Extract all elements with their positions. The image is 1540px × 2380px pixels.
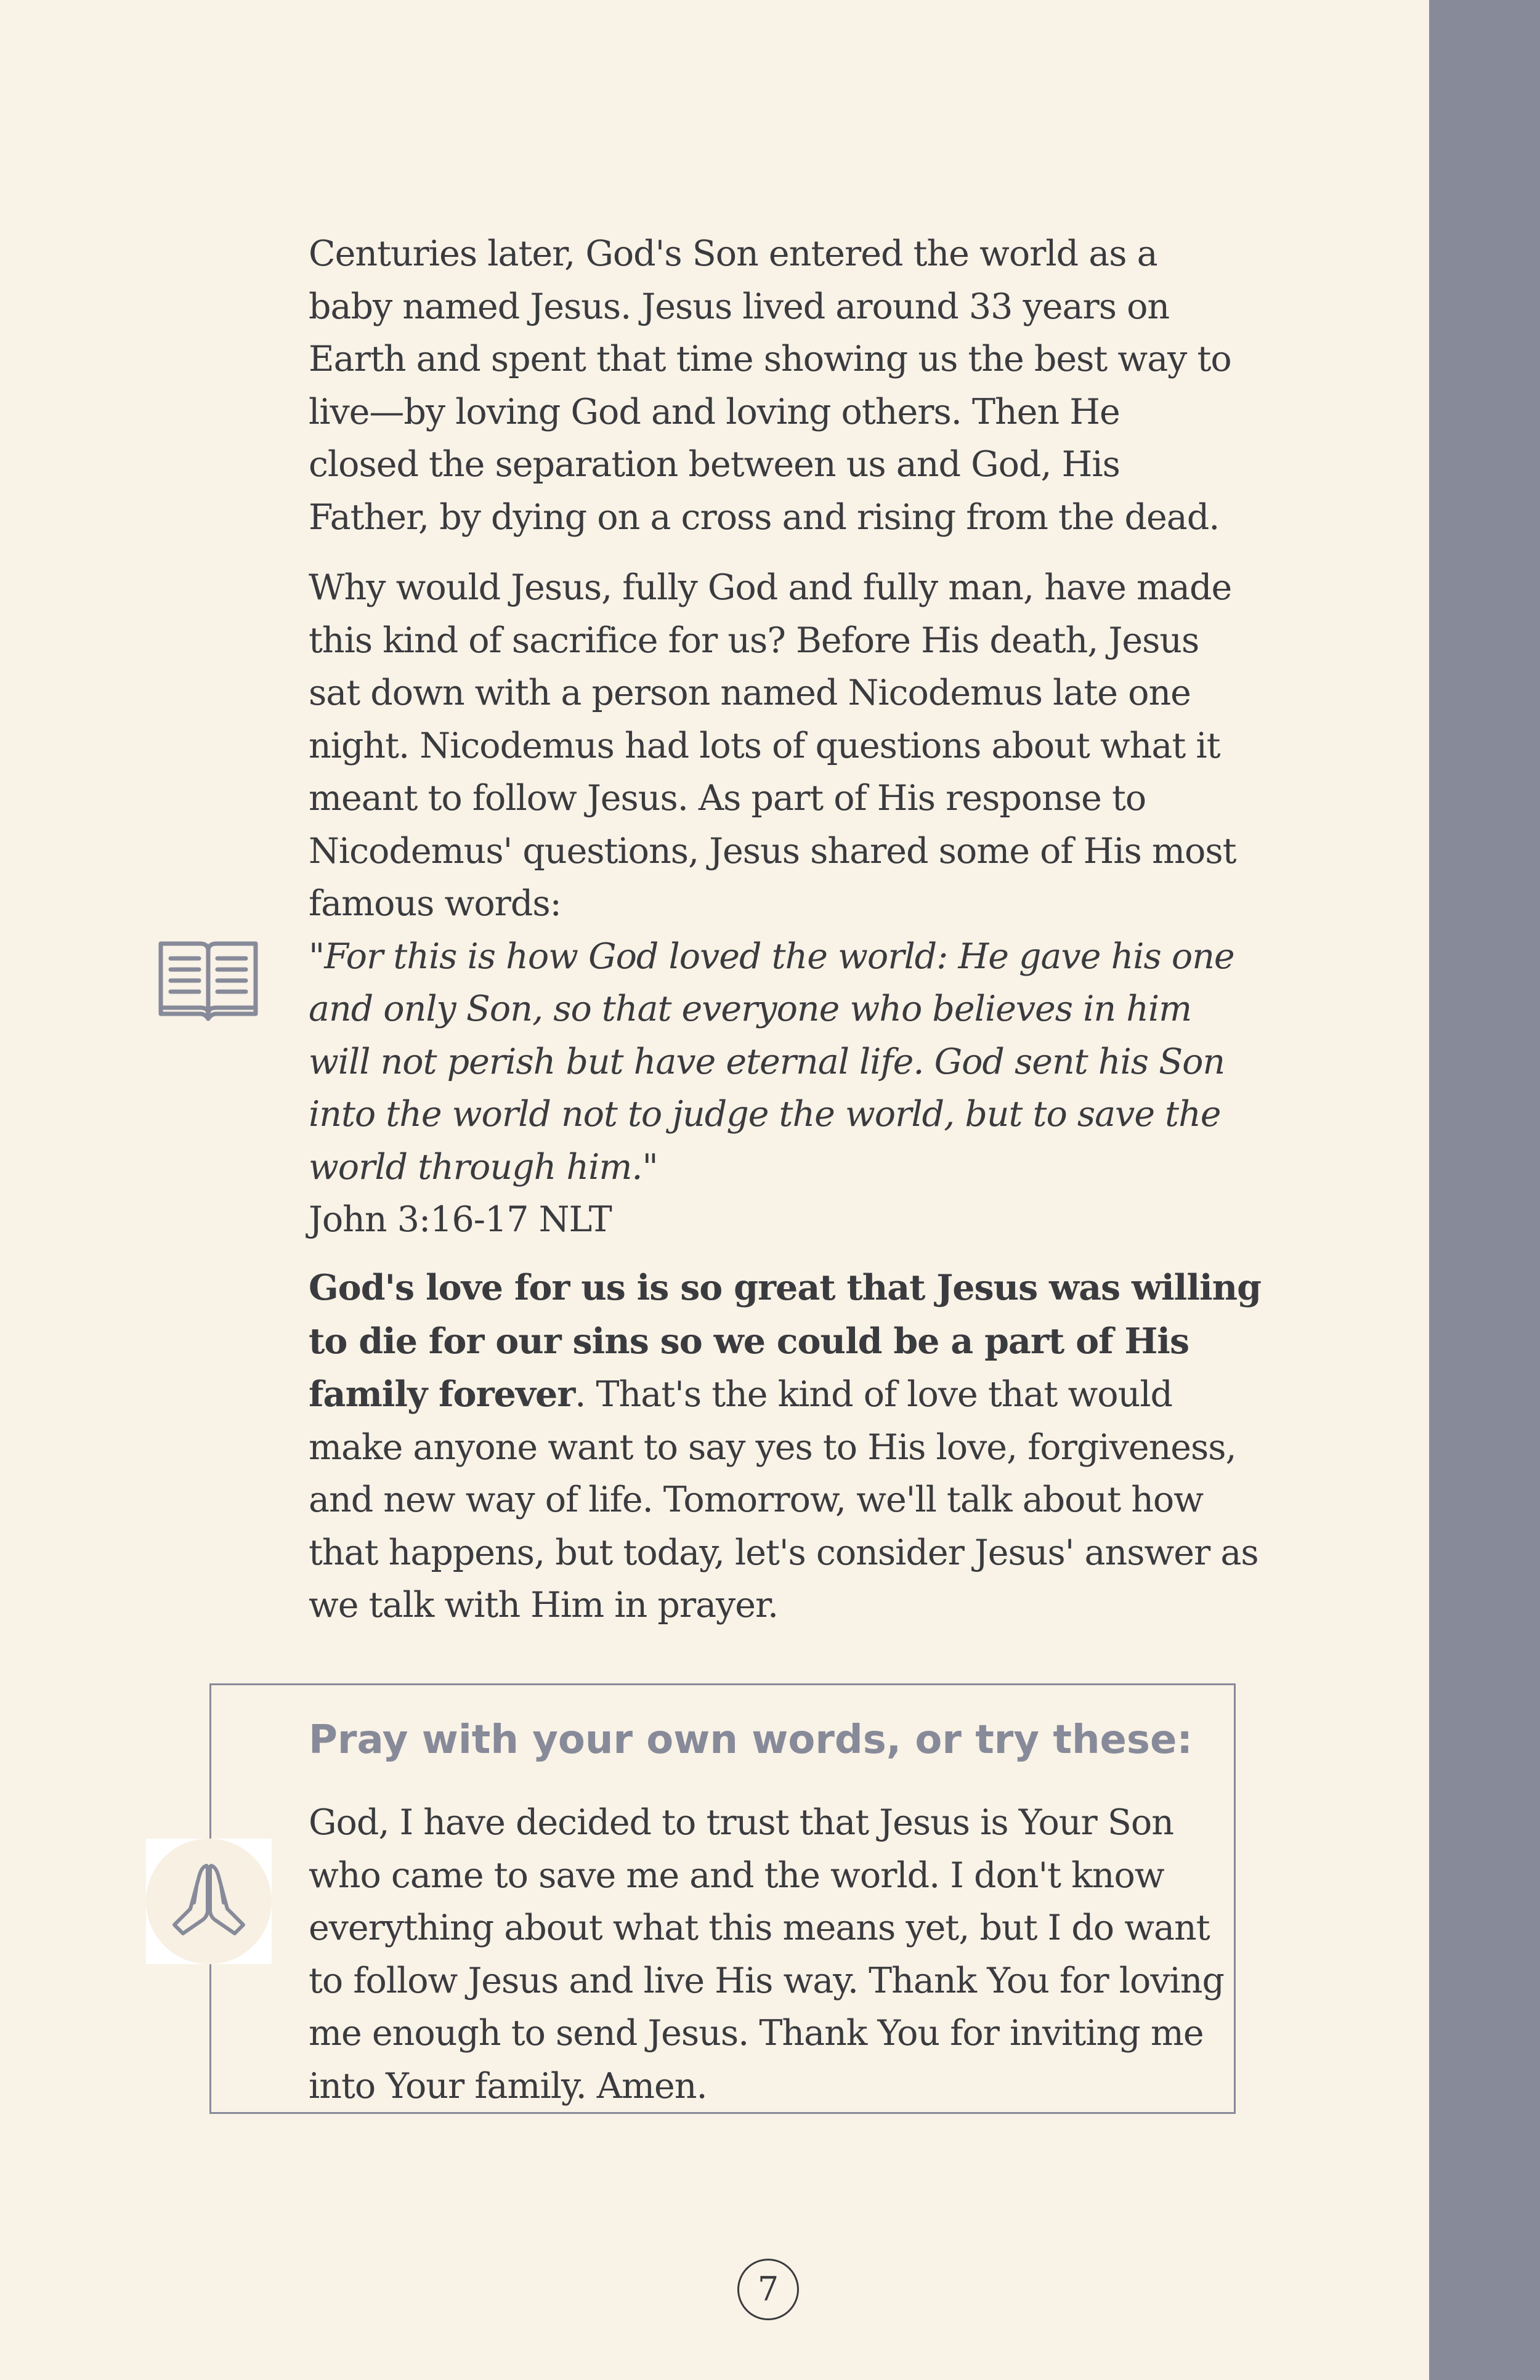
prayer-title: Pray with your own words, or try these: [309,1717,1193,1763]
prayer-text: God, I have decided to trust that Jesus is Your Son who came to save me and the world. I don't know everything about what this means yet, but I do want to follow Jesus and live His way. Thank You for loving me enough to send Jesus. Thank You for inviting me into Your family. Amen. [309,1802,1224,2107]
body-paragraph-3 [309,1261,1270,1632]
praying-hands-badge [146,1839,272,1964]
paragraph-3-text: . That's the kind of love that would make anyone want to say yes to His love, forgiveness, and new way of life. Tomorrow, we'll talk about how that happens, but today, let's consider Jesus' answer as we talk with Him in prayer. [309,1374,1258,1625]
praying-hands-icon [160,1852,258,1951]
open-book-icon [157,936,259,1025]
scripture-reference: John 3:16-17 NLT [309,1199,612,1240]
scripture-quote: "For this is how God loved the world: He gave his one and only Son, so that everyone who believes in him will not perish but have eternal life. God sent his Son into the world not to judge the world, but to save the world through him." [309,936,1234,1188]
side-color-strip [1429,0,1540,2380]
paragraph-3-emphasis: God's love for us is so great that Jesus was willing to die for our sins so we could be a part of His family forever [309,1267,1261,1415]
body-paragraph-1: Centuries later, God's Son entered the world as a baby named Jesus. Jesus lived around 33 years on Earth and spent that time showing us the best way to live—by loving God and loving others. Then He closed the separation between us and God, His Father, by dying on a cross and rising from the dead. [309,233,1231,538]
page-number: 7 [737,2259,799,2320]
paragraph-2-text: Why would Jesus, fully God and fully man, have made this kind of sacrifice for us? Before His death, Jesus sat down with a person named Nicodemus late one night. Nicodemus had lots of questions about what it meant to follow Jesus. As part of His response to Nicodemus' questions, Jesus shared some of His most famous words: [309,567,1236,924]
body-paragraph-2 [309,562,1257,1247]
